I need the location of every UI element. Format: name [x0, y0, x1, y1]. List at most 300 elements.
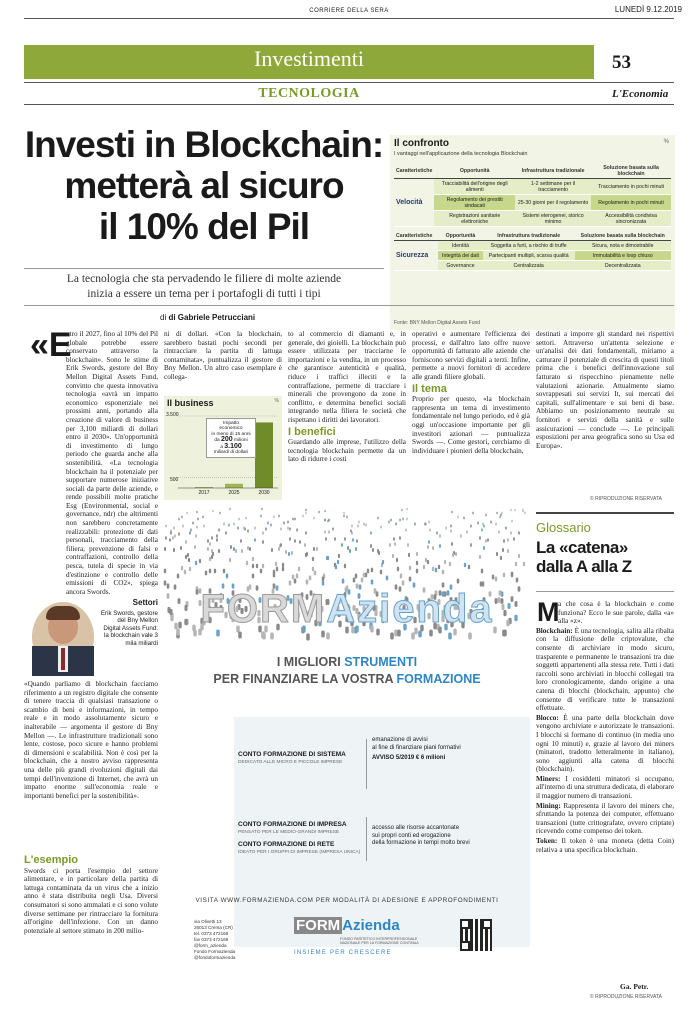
- crowd-figure: [341, 578, 344, 583]
- crowd-figure: [511, 519, 512, 522]
- crowd-figure: [292, 518, 293, 521]
- advertisement: [164, 507, 530, 1007]
- glossario-signature: Ga. Petr.: [620, 982, 649, 991]
- crowd-figure: [291, 551, 293, 555]
- crowd-figure: [518, 532, 520, 535]
- crowd-figure: [302, 515, 303, 518]
- crowd-figure: [249, 547, 251, 551]
- crowd-figure: [266, 527, 268, 530]
- crowd-figure: [396, 522, 397, 525]
- crowd-figure: [451, 511, 452, 514]
- glossario-body: a che cosa è la blockchain e come funziona? Ecco le sue parole, dalla «a» alla «z». Blockchain: È una tecnologia, salita alla ribalta con la diffusione delle criptovalute, che consente di archiviare in modo sicuro, trasparente e permanente le transazioni tra due soggetti appartenenti alla stessa rete. Tutti i dati raccolti sono archiviati in blocchi collegati tra loro cronologicamente, dando origine a una catena di blocchi (blockchain, appunto) che consente di verificare tutte le transazioni effettuate. Blocco: È una parte della blockchain dove vengono archiviate e autorizzate le transazioni. I blocchi si formano di continuo (in media uno ogni 10 minuti) e, grazie al lavoro dei miners (minatori, tradotto letteralmente in italiano), sono aggiunti alla catena di blocchi (blockchain). Miners: I cosiddetti minatori si occupano, all'interno di una struttura dedicata, di elaborare il maggior numero di transazioni. Mining: Rappresenta il lavoro dei miners che, sfruttando la potenza dei computer, effettuano transazioni (tutte crittografate, ovvero criptate) ricevendo come compenso dei token. Token: Il token è una moneta (detta Coin) relativa a una specifica blockchain.: [536, 600, 675, 854]
- bar-2030: [255, 422, 273, 488]
- crowd-figure: [448, 562, 450, 566]
- article-col2: ni di dollari. «Con la blockchain, sarebbero bastati pochi secondi per rintracciare la partita di lattuga contaminata», puntualizza il gestore di Bny Mellon. Un altro caso esemplare è collega-: [164, 330, 282, 381]
- crowd-figure: [309, 575, 311, 580]
- avviso-text: emanazione di avvisi al fine di finanziare piani formativi AVVISO 5/2019 € 6 milioni: [372, 737, 461, 761]
- crowd-figure: [178, 532, 180, 535]
- crowd-figure: [345, 537, 347, 541]
- crowd-figure: [407, 517, 408, 520]
- article-col5: destinati a imporre gli standard nei rispettivi settori. Attraverso un'attenta selezione e un'analisi dei dati fondamentali, miriamo a catturare il potenziale di crescita di questi titoli prima che i benefici dell'innovazione sul fatturato si rispecchino pienamente nelle valutazioni azionarie. Attualmente siamo sovrappesati sui servizi It, sui mercati dei capitali, sull'alimentare e sui beni di base. Abbiamo un posizionamento neutrale su fornitori e servizi della sanità e sulle assicurazioni — conclude —. Le principali esposizioni per area geografica sono su Usa ed Europa».: [536, 330, 674, 450]
- crowd-figure: [500, 556, 502, 560]
- xtick-2017: 2017: [198, 490, 210, 496]
- crowd-figure: [361, 577, 364, 582]
- crowd-figure: [349, 549, 351, 553]
- crowd-figure: [372, 548, 374, 552]
- crowd-figure: [328, 519, 329, 522]
- crowd-figure: [325, 537, 327, 541]
- crowd-figure: [305, 509, 306, 511]
- crowd-figure: [377, 516, 378, 519]
- crowd-figure: [394, 542, 396, 546]
- crowd-figure: [321, 581, 324, 586]
- glossary-term: Miners:: [536, 774, 561, 783]
- crowd-figure: [261, 631, 265, 638]
- crowd-figure: [470, 543, 472, 547]
- crowd-figure: [496, 511, 497, 514]
- crowd-figure: [280, 528, 282, 531]
- crowd-figure: [168, 607, 171, 613]
- crowd-figure: [393, 537, 395, 541]
- crowd-figure: [347, 546, 349, 550]
- glossary-entry: [536, 775, 674, 801]
- drop-cap: «E: [30, 326, 72, 364]
- newspaper-name: CORRIERE DELLA SERA: [309, 8, 389, 14]
- glossario-rights: © RIPRODUZIONE RISERVATA: [590, 994, 662, 1000]
- crowd-figure: [483, 546, 485, 550]
- crowd-figure: [460, 534, 462, 537]
- crowd-figure: [522, 509, 523, 511]
- crowd-figure: [164, 547, 166, 551]
- glossario-title: La «catena» dalla A alla Z: [536, 538, 632, 576]
- crowd-figure: [174, 534, 176, 537]
- confronto-subtitle: I vantaggi nell'applicazione della tecnologia Blockchain: [394, 151, 528, 157]
- crowd-figure: [197, 517, 198, 520]
- crowd-figure: [363, 523, 364, 526]
- issue-date: LUNEDÌ 9.12.2019: [614, 5, 682, 14]
- chart-mark: %: [274, 398, 279, 404]
- business-chart: [164, 396, 282, 500]
- crowd-figure: [297, 566, 299, 571]
- crowd-figure: [468, 633, 472, 640]
- crowd-figure: [285, 550, 287, 554]
- crowd-figure: [346, 516, 347, 519]
- crowd-figure: [441, 570, 443, 575]
- glossario-label: Glossario: [536, 520, 591, 535]
- ytick-bottom: 500: [170, 477, 179, 483]
- crowd-figure: [426, 523, 427, 526]
- crowd-figure: [400, 574, 402, 579]
- ad-headline-2: PER FINANZIARE LA VOSTRA FORMAZIONE: [213, 672, 481, 686]
- crowd-figure: [204, 571, 206, 576]
- crowd-figure: [351, 524, 353, 527]
- crowd-figure: [180, 546, 182, 550]
- crowd-figure: [434, 568, 436, 573]
- crowd-figure: [390, 632, 394, 639]
- crowd-figure: [218, 529, 220, 532]
- crowd-figure: [294, 517, 295, 520]
- crowd-figure: [439, 534, 441, 537]
- crowd-figure: [235, 549, 237, 553]
- crowd-figure: [390, 543, 392, 547]
- ad-contacts: via Olivetti 13 26013 Crema (CR) tel. 0373 472168 fax 0373 472169 @form_azienda Fondo Formazienda @fondoformazienda: [194, 919, 236, 960]
- crowd-figure: [316, 547, 318, 551]
- crowd-figure: [514, 509, 515, 511]
- crowd-figure: [187, 552, 189, 556]
- crowd-figure: [254, 538, 256, 542]
- byline: di di Gabriele Petrucciani: [160, 313, 256, 322]
- crowd-figure: [213, 509, 214, 511]
- crowd-figure: [343, 514, 344, 517]
- crowd-figure: [407, 508, 408, 510]
- crowd-figure: [174, 584, 177, 589]
- glossary-term: Blocco:: [536, 713, 559, 722]
- crowd-figure: [380, 526, 382, 529]
- crowd-figure: [305, 531, 307, 534]
- ad-footer-logo: FORM Azienda: [296, 917, 400, 934]
- crowd-figure: [243, 526, 245, 529]
- tema-heading: Il tema: [412, 382, 447, 395]
- crowd-figure: [479, 537, 481, 541]
- crowd-figure: [185, 540, 187, 544]
- confronto-table: Caratteristiche Opportunità Infrastruttura tradizionale Soluzione basata sulla blockchain Velocità Tracciabilità dell'origine degli alimenti 1-2 settimane per il tracciamento Tracciamento in pochi minuti Regolamento dei prestiti sindacati 25-30 giorni per il regolamento Regolamento in pochi minuti Registrazioni sanitarie elettroniche Sistemi eterogenei, storico minimo Accessibilità condivisa sincronizzata Caratteristiche Opportunità Infrastruttura tradizionale Soluzione basata sulla blockchain Sicurezza Identità Soggetta a furti, a rischio di truffe Sicura, nota e dimostrabile Integrità dei dati Partecipanti multipli, scarsa qualità Immutabilità e loop chiuso Governance Centralizzata Decentralizzata: [394, 163, 671, 271]
- crowd-figure: [288, 581, 291, 586]
- crowd-figure: [524, 512, 525, 515]
- crowd-figure: [185, 555, 187, 559]
- crowd-figure: [211, 536, 213, 539]
- crowd-figure: [503, 572, 505, 577]
- crowd-figure: [480, 568, 482, 573]
- crowd-figure: [523, 561, 525, 565]
- article-col1c: L'esempio Swords ci porta l'esempio del settore alimentare, e in particolare della partita di lattuga contaminata da un virus che a inizio anno è stata distribuita negli Usa. Diversi consumatori si sono ammalati e ci sono volute diverse settimane per rintracciare la fornitura all'origine dell'infezione. Con un danno potenziale al settore stimato in 200 milio-: [24, 854, 158, 935]
- crowd-figure: [178, 518, 179, 521]
- confronto-box: [390, 135, 675, 330]
- crowd-figure: [355, 547, 357, 551]
- crowd-figure: [408, 553, 410, 557]
- crowd-figure: [327, 556, 329, 560]
- crowd-figure: [502, 512, 503, 515]
- ad-visit[interactable]: VISITA WWW.FORMAZIENDA.COM PER MODALITÀ DI ADESIONE E APPROFONDIMENTI: [195, 897, 499, 904]
- crowd-figure: [270, 632, 274, 639]
- crowd-figure: [411, 633, 415, 640]
- crowd-figure: [304, 543, 306, 547]
- crowd-figure: [403, 517, 404, 520]
- glossary-definition: I cosiddetti minatori si occupano, all'interno di una struttura dedicata, di elaborare il maggior numero di transazioni.: [536, 774, 675, 801]
- crowd-figure: [282, 567, 284, 572]
- crowd-figure: [443, 559, 445, 563]
- section-velocita: Velocità: [394, 179, 434, 227]
- crowd-figure: [518, 586, 521, 591]
- crowd-figure: [332, 527, 334, 530]
- crowd-figure: [458, 515, 459, 518]
- crowd-figure: [463, 516, 464, 519]
- section-title: Investimenti: [254, 46, 364, 71]
- crowd-figure: [401, 509, 402, 511]
- crowd-figure: [365, 523, 366, 526]
- crowd-figure: [197, 510, 198, 512]
- crowd-figure: [452, 553, 454, 557]
- benefici-heading: I benefici: [288, 425, 336, 438]
- crowd-figure: [427, 559, 429, 563]
- crowd-figure: [467, 564, 469, 569]
- crowd-figure: [390, 519, 391, 522]
- conto2-text: accesso alle risorse accantonate sui propri conti ed erogazione della formazione in tempi molto brevi: [372, 825, 470, 846]
- crowd-figure: [229, 558, 231, 562]
- crowd-figure: [337, 560, 339, 564]
- crowd-figure: [427, 546, 429, 550]
- confronto-mark: %: [663, 139, 669, 145]
- crowd-figure: [455, 552, 457, 556]
- crowd-figure: [166, 583, 169, 588]
- crowd-figure: [341, 543, 343, 547]
- crowd-figure: [370, 531, 372, 534]
- crowd-figure: [439, 544, 441, 548]
- subsection-title: TECNOLOGIA: [258, 86, 360, 101]
- crowd-figure: [479, 582, 482, 587]
- crowd-figure: [324, 519, 325, 522]
- xtick-2025: 2025: [228, 490, 240, 496]
- crowd-figure: [479, 555, 481, 559]
- crowd-figure: [226, 573, 228, 578]
- crowd-figure: [450, 529, 452, 532]
- article-col1: ntro il 2027, fino al 10% del Pil globale potrebbe essere conservato attraverso la blockchain». Sono le stime di Erik Swords, gestore del Bny Mellon Digital Assets Fund, convinto che questa innovativa tecnologia «avrà un impatto economico esponenziale nei prossimi anni, portando alla creazione di valore di business per 3,100 miliardi di dollari entro il 2030». Un'opportunità di investimento di lungo periodo che guarda anche alla sostenibilità. «La tecnologia blockchain ha il potenziale per supportare numerose iniziative sociali da parte delle aziende, e rende possibili molte pratiche Esg (Environmental, social e governance, ndr) che altrimenti non sarebbero concretamente realizzabili: protezione di dati personali, tracciamento della filiera, prevenzione di falsi e contraffazioni, controllo della pesca, tutela di specie in via d'estinzione e controllo delle emissioni di CO2», spiega ancora Swords.: [66, 330, 158, 596]
- article-col4: operativi e aumentare l'efficienza dei processi, e dall'altro lato offre nuove opportunità di fatturato alle aziende che forniscono servizi digitali a terzi. Infine, permette a nuovi fornitori di accedere alle grandi filiere globali. Il tema Proprio per questo, «la blockchain rappresenta un tema di investimento fondamentale nel lungo periodo, ed è già oggi un'occasione importante per gli investitori azionari — puntualizza Swords —. Come gestori, cerchiamo di individuare i pionieri della blockchain,: [412, 330, 530, 455]
- crowd-figure: [178, 622, 181, 629]
- crowd-figure: [405, 528, 407, 531]
- crowd-figure: [203, 516, 204, 519]
- qr-code[interactable]: [460, 919, 492, 951]
- crowd-figure: [508, 538, 510, 542]
- crowd-figure: [223, 522, 224, 525]
- crowd-figure: [223, 569, 225, 574]
- crowd-figure: [382, 559, 384, 563]
- glossary-entry: [536, 802, 674, 836]
- crowd-figure: [357, 525, 359, 528]
- crowd-figure: [268, 521, 269, 524]
- conto1-title: CONTO FORMAZIONE DI SISTEMA: [238, 751, 346, 758]
- glossary-entry: [536, 837, 674, 854]
- crowd-figure: [445, 526, 447, 529]
- crowd-figure: [448, 632, 452, 639]
- chart-annotation: Impatto economico in meno di 15 anni da 200 milioni a 3.100 miliardi di dollari: [206, 418, 256, 458]
- crowd-figure: [423, 565, 425, 570]
- crowd-figure: [392, 554, 394, 558]
- section-sicurezza: Sicurezza: [394, 241, 438, 271]
- crowd-figure: [314, 517, 315, 520]
- crowd-figure: [500, 514, 501, 517]
- crowd-figure: [511, 509, 512, 511]
- portrait-photo: [32, 602, 94, 672]
- crowd-figure: [338, 554, 340, 558]
- confronto-source: Fonte: BNY Mellon Digital Assets Fund: [394, 320, 481, 326]
- crowd-figure: [192, 522, 193, 525]
- crowd-figure: [209, 543, 211, 547]
- article-col1b: «Quando parliamo di blockchain facciamo riferimento a un registro digitale che consente di tenere traccia di qualsiasi transazione o scambio di beni e informazioni, in tempo reale e in modo assolutamente sicuro e inalterabile — argomenta il gestore di Bny Mellon —. Le infrastrutture tradizionali sono lente, costose, poco sicure e hanno problemi di dimensioni e scalabilità. Non è così per la blockchain, che a nostro avviso rappresenta una delle più grandi rivoluzioni digitali dai tempi dell'invenzione di Internet, che avrà un impatto enorme sull'economia reale e importanti benefici per la sostenibilità».: [24, 680, 158, 800]
- crowd-figure: [409, 576, 412, 581]
- crowd-figure: [451, 542, 453, 546]
- crowd-figure: [511, 572, 513, 577]
- crowd-figure: [326, 632, 330, 639]
- crowd-figure: [173, 527, 175, 530]
- esempio-heading: L'esempio: [24, 854, 78, 866]
- crowd-figure: [380, 569, 382, 574]
- crowd-figure: [233, 522, 234, 525]
- crowd-figure: [216, 534, 218, 537]
- crowd-figure: [516, 577, 519, 582]
- crowd-figure: [495, 576, 498, 581]
- ad-footer-desc: FONDO PARITETICO INTERPROFESSIONALE NAZIONALE PER LA FORMAZIONE CONTINUA: [340, 937, 419, 946]
- crowd-figure: [233, 547, 235, 551]
- crowd-figure: [283, 522, 284, 525]
- crowd-figure: [328, 531, 330, 534]
- crowd-figure: [503, 539, 505, 543]
- crowd-figure: [358, 520, 359, 523]
- glossary-entry: [536, 627, 674, 713]
- crowd-figure: [511, 596, 514, 602]
- crowd-figure: [166, 593, 169, 599]
- crowd-figure: [299, 540, 301, 544]
- glossary-definition: È una parte della blockchain dove vengono archiviate e autorizzate le transazioni. I blocchi si formano di continuo (in media uno ogni 10 minuti) e, grazie al lavoro dei miners (minatori, tradotto letteralmente in italiano), sono aggiunti alla catena di blocchi (blockchain).: [536, 713, 674, 774]
- crowd-figure: [218, 549, 220, 553]
- crowd-figure: [356, 539, 358, 543]
- crowd-figure: [255, 526, 257, 529]
- crowd-figure: [496, 552, 498, 556]
- crowd-figure: [203, 524, 205, 527]
- article-col3: to al commercio di diamanti e, in generale, dei gioielli. La blockchain può essere utilizzata per tracciarne le importazioni e la vendita, in un processo che garantisce autenticità e qualità, riduce i traffici illeciti e la contraffazione, permette di tracciare i minerali che provengono da zone in conflitto, e determina benefici sociali integrando nella filiera le società che rispettano i diritti dei lavoratori. I benefici Guardando alle imprese, l'utilizzo della tecnologia blockchain permette da un lato di ridurre i costi: [288, 330, 406, 464]
- crowd-figure: [271, 548, 273, 552]
- crowd-figure: [432, 546, 434, 550]
- crowd-figure: [432, 566, 434, 571]
- crowd-figure: [353, 578, 356, 583]
- crowd-figure: [362, 573, 364, 578]
- xtick-2030: 2030: [258, 490, 270, 496]
- crowd-figure: [273, 516, 274, 519]
- ad-headline-1: I MIGLIORI STRUMENTI: [276, 655, 418, 669]
- crowd-figure: [324, 510, 325, 512]
- crowd-figure: [177, 574, 179, 579]
- ytick-top: 3.500: [166, 412, 179, 418]
- crowd-figure: [288, 552, 290, 556]
- crowd-figure: [230, 545, 232, 549]
- supplement-name: L'Economia: [612, 88, 669, 100]
- ad-logo: FORMAzienda: [200, 587, 494, 631]
- crowd-figure: [199, 559, 201, 563]
- page-number: 53: [612, 52, 631, 73]
- crowd-figure: [262, 540, 264, 544]
- crowd-figure: [216, 538, 218, 542]
- crowd-figure: [245, 516, 246, 519]
- crowd-figure: [487, 538, 489, 542]
- glossary-definition: Rappresenta il lavoro dei miners che, sfruttando la potenza dei computer, effettuano transazioni (tutte crittografate, ovvero criptate) ricevendo come compenso dei token.: [536, 801, 675, 836]
- conto2-title: CONTO FORMAZIONE DI IMPRESA: [238, 821, 347, 828]
- crowd-figure: [182, 525, 184, 528]
- crowd-figure: [438, 564, 440, 569]
- crowd-figure: [229, 523, 230, 526]
- crowd-figure: [515, 601, 518, 607]
- crowd-figure: [498, 530, 500, 533]
- crowd-figure: [407, 543, 409, 547]
- crowd-figure: [177, 598, 180, 604]
- subtitle: La tecnologia che sta pervadendo le filiere di molte aziende inizia a essere un tema per i portafogli di tutti i tipi: [66, 273, 342, 300]
- ad-slogan: INSIEME PER CRESCERE: [294, 950, 392, 956]
- crowd-figure: [314, 570, 316, 575]
- crowd-figure: [256, 564, 258, 569]
- crowd-figure: [416, 552, 418, 556]
- crowd-figure: [397, 567, 399, 572]
- crowd-figure: [428, 540, 430, 544]
- crowd-figure: [371, 579, 374, 584]
- crowd-figure: [505, 527, 507, 530]
- crowd-figure: [214, 569, 216, 574]
- crowd-figure: [485, 514, 486, 517]
- glossary-definition: È una tecnologia, salita alla ribalta con la diffusione delle criptovalute, che consente di archiviare in modo sicuro, trasparente e permanente le transazioni tra due soggetti appartenenti alla stessa rete. Tutti i dati raccolti sono archiviati in blocchi collegati tra loro cronologicamente, dando origine a una catena di blocchi (blockchain, appunto) che consente di verificare tutte le transazioni effettuate.: [536, 626, 675, 713]
- crowd-figure: [165, 536, 167, 539]
- crowd-figure: [196, 526, 198, 529]
- crowd-figure: [371, 568, 373, 573]
- crowd-figure: [174, 622, 177, 629]
- crowd-figure: [262, 564, 264, 569]
- crowd-figure: [262, 508, 263, 510]
- crowd-figure: [513, 537, 515, 541]
- crowd-figure: [510, 532, 512, 535]
- crowd-figure: [306, 512, 307, 515]
- crowd-figure: [184, 570, 186, 575]
- crowd-figure: [237, 527, 239, 530]
- crowd-figure: [507, 549, 509, 553]
- crowd-figure: [466, 531, 468, 534]
- crowd-figure: [396, 558, 398, 562]
- photo-heading: Settori: [132, 598, 158, 607]
- crowd-figure: [171, 532, 173, 535]
- conto1-sub: DEDICATO ALLE MICRO E PICCOLE IMPRESE: [238, 760, 343, 765]
- glossary-term: Mining:: [536, 801, 561, 810]
- headline: Investi in Blockchain: metterà al sicuro il 10% del Pil: [24, 124, 384, 247]
- crowd-figure: [229, 508, 230, 510]
- crowd-figure: [260, 569, 262, 574]
- crowd-figure: [416, 569, 418, 574]
- crowd-figure: [386, 576, 388, 581]
- crowd-figure: [290, 527, 292, 530]
- crowd-figure: [429, 528, 431, 531]
- conto3-title: CONTO FORMAZIONE DI RETE: [238, 841, 335, 848]
- crowd-figure: [428, 521, 429, 524]
- rights-article: © RIPRODUZIONE RISERVATA: [590, 496, 662, 502]
- crowd-figure: [247, 530, 249, 533]
- photo-box: [24, 598, 158, 676]
- crowd-figure: [306, 633, 310, 640]
- crowd-figure: [424, 523, 425, 526]
- crowd-figure: [194, 560, 196, 564]
- crowd-figure: [289, 537, 291, 541]
- crowd-figure: [335, 537, 337, 541]
- crowd-figure: [187, 512, 188, 515]
- crowd-figure: [270, 523, 271, 526]
- crowd-figure: [436, 531, 438, 534]
- crowd-figure: [194, 545, 196, 549]
- crowd-figure: [402, 580, 405, 585]
- crowd-figure: [209, 569, 211, 574]
- crowd-figure: [276, 567, 278, 572]
- crowd-figure: [471, 524, 473, 527]
- crowd-figure: [295, 539, 297, 543]
- crowd-figure: [334, 565, 336, 570]
- crowd-figure: [262, 531, 264, 534]
- crowd-figure: [195, 534, 197, 537]
- crowd-figure: [189, 566, 191, 571]
- crowd-figure: [280, 543, 282, 547]
- glossary-term: Token:: [536, 837, 558, 846]
- crowd-figure: [181, 516, 182, 519]
